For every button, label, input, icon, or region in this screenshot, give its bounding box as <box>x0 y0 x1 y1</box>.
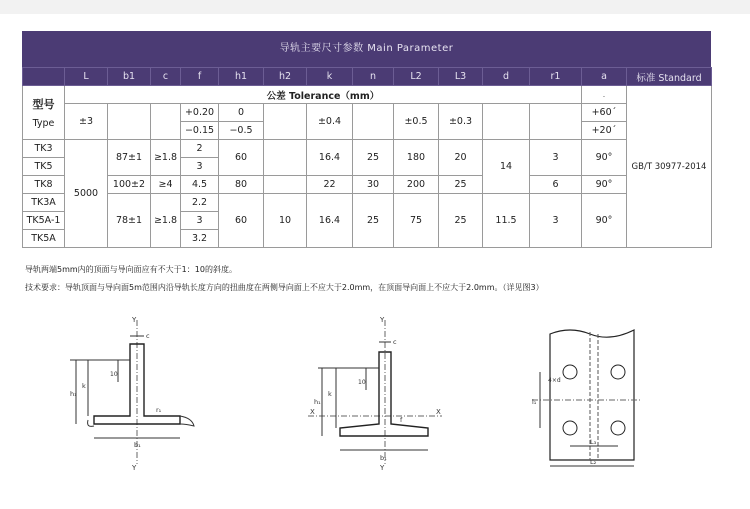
a-g2: 90° <box>582 194 627 248</box>
r1-g2: 3 <box>530 194 582 248</box>
f-tk5a1: 3 <box>181 212 219 230</box>
hole-bottom-right <box>611 421 625 435</box>
tolerance-label: 公差 Tolerance（mm） <box>65 86 582 104</box>
col-header-f: f <box>181 68 219 86</box>
type-label-cn: 型号 <box>32 98 55 111</box>
parameter-table <box>22 67 712 248</box>
r1-g1: 3 <box>530 140 582 176</box>
hole-top-left <box>563 365 577 379</box>
parameter-sheet <box>22 31 711 298</box>
col-header-n: n <box>353 68 394 86</box>
tol-h2 <box>264 104 307 140</box>
label-b1: b₁ <box>380 454 387 462</box>
rail-drawing-2 <box>300 312 450 472</box>
label-h1: h₁ <box>314 398 321 406</box>
label-y-top: Y <box>380 316 385 324</box>
table-row <box>23 194 712 212</box>
hole-bottom-left <box>563 421 577 435</box>
rail-drawing-1 <box>62 312 212 472</box>
tolerance-label-row <box>23 86 712 104</box>
tol-d <box>483 104 530 140</box>
type-tk3: TK3 <box>23 140 65 158</box>
col-header-b1: b1 <box>108 68 151 86</box>
col-header-h1: h1 <box>219 68 264 86</box>
L2-g1: 180 <box>394 140 439 176</box>
col-header-L2: L2 <box>394 68 439 86</box>
n-tk8: 30 <box>353 176 394 194</box>
table-row <box>23 140 712 158</box>
type-tk5: TK5 <box>23 158 65 176</box>
d-g2: 11.5 <box>483 194 530 248</box>
label-k: k <box>328 390 332 398</box>
b1-g1: 87±1 <box>108 140 151 176</box>
label-r1: r₁ <box>156 406 162 414</box>
type-tk8: TK8 <box>23 176 65 194</box>
hole-top-right <box>611 365 625 379</box>
label-h1: h₁ <box>70 390 77 398</box>
label-c: c <box>393 338 397 346</box>
rail-left-hook <box>88 420 94 426</box>
h1-g1: 60 <box>219 140 264 176</box>
L2-g2: 75 <box>394 194 439 248</box>
label-x-right: X <box>436 408 441 416</box>
L3-g2: 25 <box>439 194 483 248</box>
tol-h1-upper: 0 <box>219 104 264 122</box>
c-tk8: ≥4 <box>151 176 181 194</box>
rail-right-hook <box>180 416 194 426</box>
label-y-top: Y <box>132 316 137 324</box>
L3-g1: 20 <box>439 140 483 176</box>
f-tk8: 4.5 <box>181 176 219 194</box>
tol-L: ±3 <box>65 104 108 140</box>
k-tk8: 22 <box>307 176 353 194</box>
n-g2: 25 <box>353 194 394 248</box>
a-top-blank: . <box>582 86 627 104</box>
n-g1: 25 <box>353 140 394 176</box>
note-line-2: 技术要求：导轨顶面与导向面5m范围内沿导轨长度方向的扭曲度在两侧导向面上不应大于2.0mm，在顶面导向面上不应大于2.0mm。（详见图3） <box>25 283 544 292</box>
col-header-d: d <box>483 68 530 86</box>
f-tk5a: 3.2 <box>181 230 219 248</box>
tol-c <box>151 104 181 140</box>
L3-tk8: 25 <box>439 176 483 194</box>
tol-a-lower: +20´ <box>582 122 627 140</box>
label-y-bottom: Y <box>132 464 137 472</box>
k-g2: 16.4 <box>307 194 353 248</box>
L-value: 5000 <box>65 140 108 248</box>
label-b1: b₁ <box>134 441 141 449</box>
label-10: 10 <box>110 371 118 378</box>
col-header-c: c <box>151 68 181 86</box>
rail-drawing-3 <box>510 312 660 472</box>
c-g1: ≥1.8 <box>151 140 181 176</box>
d-g1: 14 <box>483 140 530 194</box>
label-x-left: X <box>310 408 315 416</box>
type-label-cell <box>23 86 65 140</box>
label-f: f <box>400 416 403 424</box>
tol-r1 <box>530 104 582 140</box>
label-k: k <box>82 382 86 390</box>
rail-profile <box>340 352 428 436</box>
top-band <box>0 0 750 14</box>
h2-g2: 10 <box>264 194 307 248</box>
label-y-bottom: Y <box>380 464 385 472</box>
col-header-h2: h2 <box>264 68 307 86</box>
col-header-r1: r1 <box>530 68 582 86</box>
col-header-L3: L3 <box>439 68 483 86</box>
label-L3: L₃ <box>590 438 597 446</box>
label-l1: l₁ <box>532 398 537 406</box>
note-line-1: 导轨两端5mm内的顶面与导向面应有不大于1：10的斜度。 <box>25 265 237 274</box>
k-g1: 16.4 <box>307 140 353 176</box>
header-blank <box>23 68 65 86</box>
label-10: 10 <box>358 379 366 386</box>
col-header-standard: 标准 Standard <box>627 68 712 86</box>
tolerance-row-1 <box>23 104 712 122</box>
c-g2: ≥1.8 <box>151 194 181 248</box>
h1-g2: 60 <box>219 194 264 248</box>
L2-tk8: 200 <box>394 176 439 194</box>
col-header-k: k <box>307 68 353 86</box>
header-row <box>23 68 712 86</box>
tol-n <box>353 104 394 140</box>
label-4d: 4×d <box>548 377 561 384</box>
col-header-a: a <box>582 68 627 86</box>
tol-a-upper: +60´ <box>582 104 627 122</box>
f-tk5: 3 <box>181 158 219 176</box>
type-label-en: Type <box>32 118 55 129</box>
standard-cell: GB/T 30977-2014 <box>627 86 712 248</box>
label-c: c <box>146 332 150 340</box>
tol-f-lower: −0.15 <box>181 122 219 140</box>
b1-tk8: 100±2 <box>108 176 151 194</box>
f-tk3: 2 <box>181 140 219 158</box>
f-tk3a: 2.2 <box>181 194 219 212</box>
r1-tk8: 6 <box>530 176 582 194</box>
table-title: 导轨主要尺寸参数 Main Parameter <box>22 31 711 67</box>
type-tk3a: TK3A <box>23 194 65 212</box>
type-tk5a1: TK5A-1 <box>23 212 65 230</box>
b1-g2: 78±1 <box>108 194 151 248</box>
a-g1: 90° <box>582 140 627 176</box>
tol-b1 <box>108 104 151 140</box>
col-header-L: L <box>65 68 108 86</box>
tol-L2: ±0.5 <box>394 104 439 140</box>
label-L2: L₂ <box>590 458 597 466</box>
type-tk5a: TK5A <box>23 230 65 248</box>
tol-k: ±0.4 <box>307 104 353 140</box>
tol-L3: ±0.3 <box>439 104 483 140</box>
h2-tk8 <box>264 176 307 194</box>
a-tk8: 90° <box>582 176 627 194</box>
tol-f-upper: +0.20 <box>181 104 219 122</box>
h1-tk8: 80 <box>219 176 264 194</box>
h2-g1 <box>264 140 307 176</box>
table-row <box>23 176 712 194</box>
tol-h1-lower: −0.5 <box>219 122 264 140</box>
